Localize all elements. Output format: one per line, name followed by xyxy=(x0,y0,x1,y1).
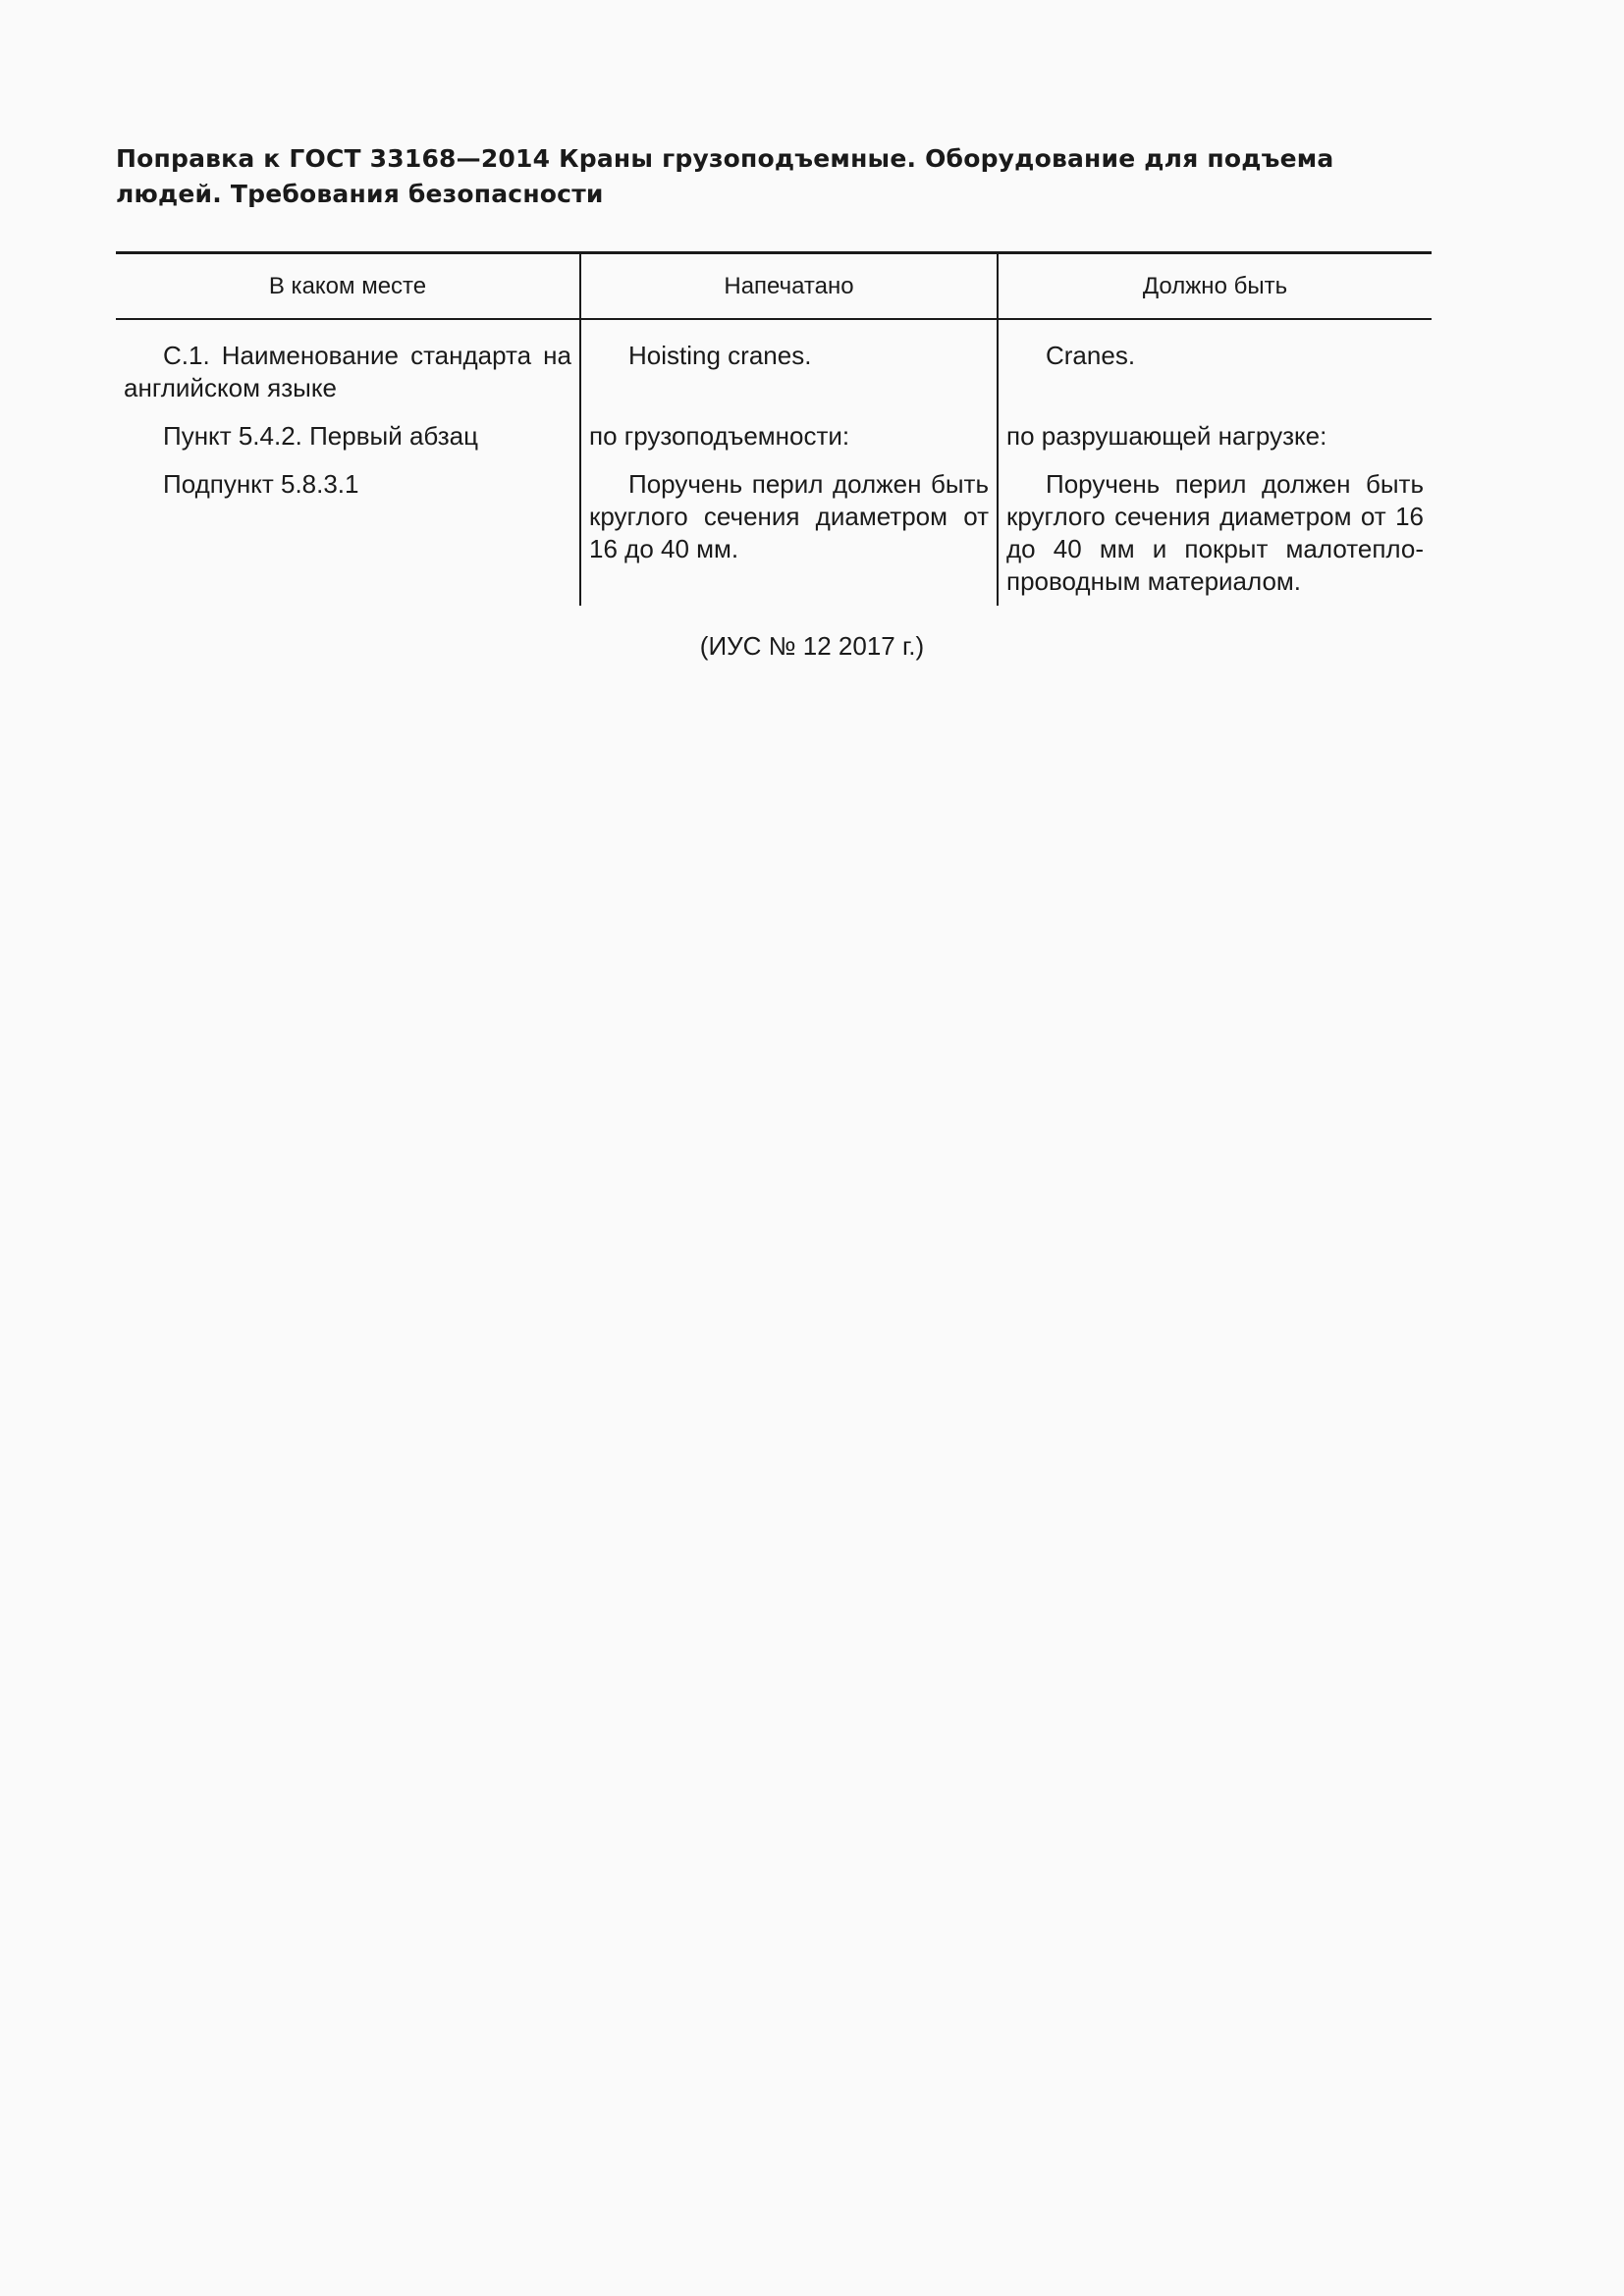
cell-place: С.1. Наименование стандарта на английском языке xyxy=(124,341,571,402)
cell-should-be: Cranes. xyxy=(998,319,1432,412)
cell-place: Пункт 5.4.2. Первый абзац xyxy=(163,421,479,451)
cell-place: Подпункт 5.8.3.1 xyxy=(163,469,359,499)
cell-printed: по грузоподъемности: xyxy=(580,412,998,460)
corrections-table xyxy=(116,251,1432,606)
cell-printed: Hoisting cranes. xyxy=(580,319,998,412)
cell-should-be: Поручень перил должен быть круглого сечения диаметром от 16 до 40 мм и покрыт малотеплопроводным материалом. xyxy=(998,460,1432,606)
table-row xyxy=(116,460,1432,606)
header-printed: Напечатано xyxy=(580,253,998,320)
table-header-row xyxy=(116,253,1432,320)
cell-should-be: по разрушающей нагрузке: xyxy=(998,412,1432,460)
corrections-table-container xyxy=(116,251,1432,606)
page-title: Поправка к ГОСТ 33168—2014 Краны грузоподъемные. Оборудование для подъема людей. Требования безопасности xyxy=(116,144,1334,208)
header-should-be: Должно быть xyxy=(998,253,1432,320)
footer-source-note: (ИУС № 12 2017 г.) xyxy=(699,631,925,661)
cell-printed: Поручень перил должен быть круглого сечения диаметром от 16 до 40 мм. xyxy=(580,460,998,606)
header-place: В каком месте xyxy=(116,253,580,320)
table-row xyxy=(116,319,1432,412)
table-row xyxy=(116,412,1432,460)
